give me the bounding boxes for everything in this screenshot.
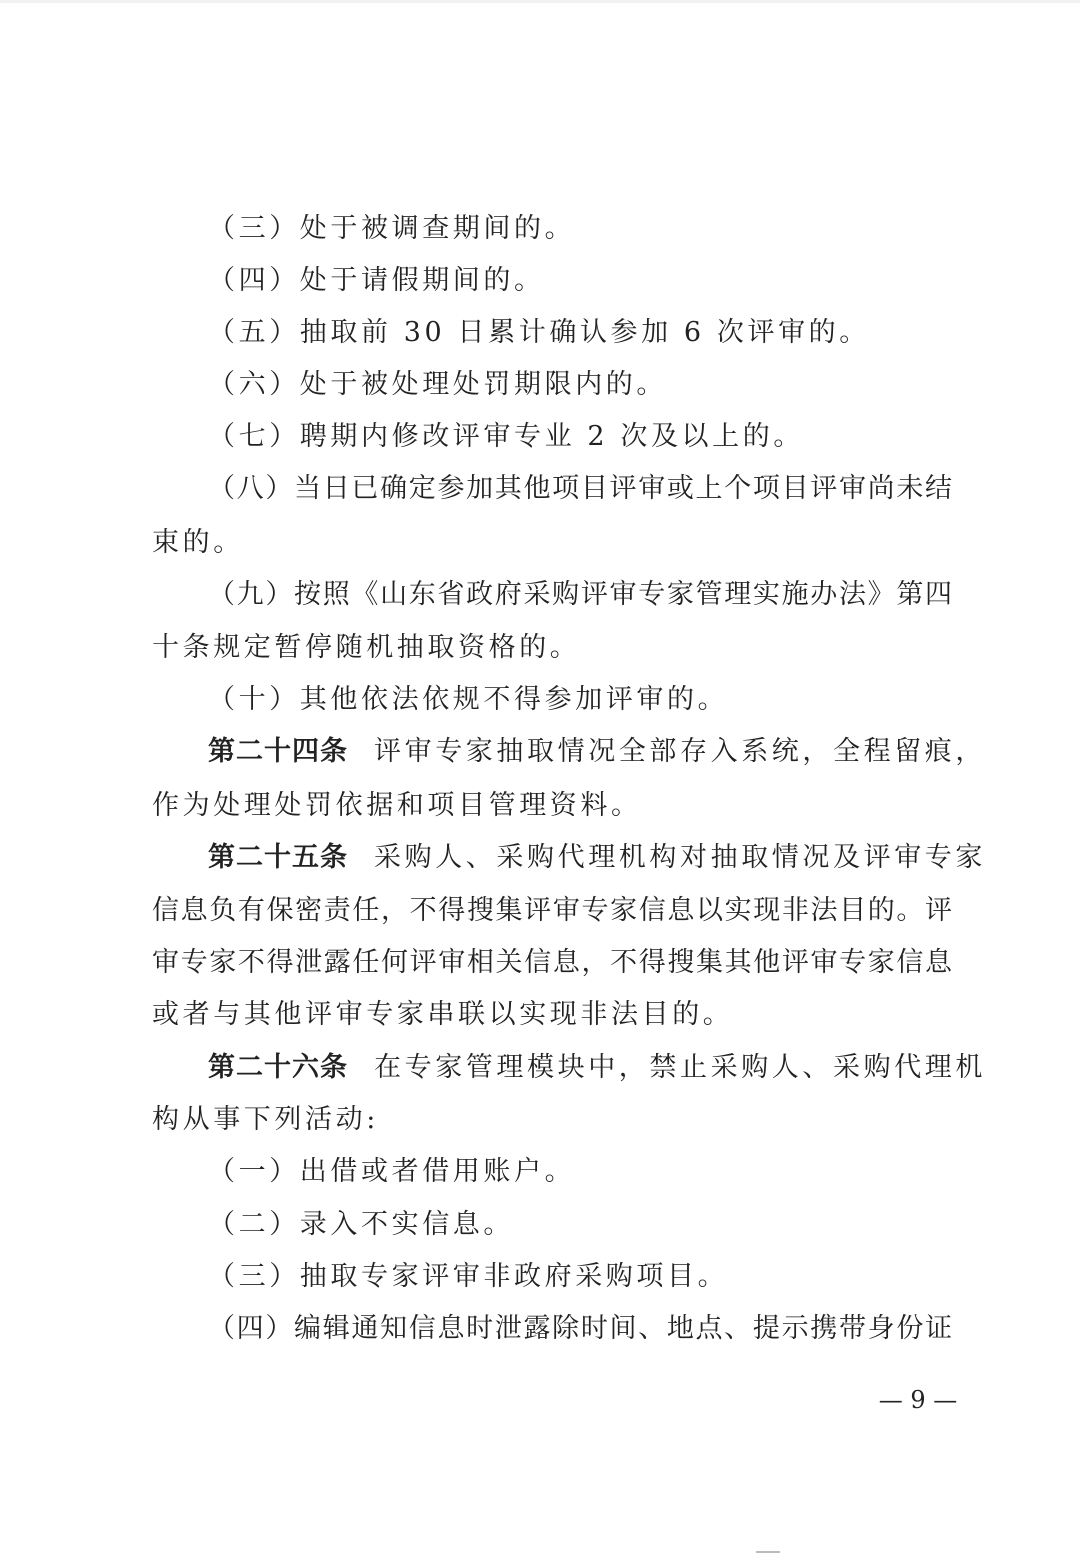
article-25-heading: 第二十五条 (208, 842, 348, 873)
list-item-8-line1: （八）当日已确定参加其他项目评审或上个项目评审尚未结 (208, 473, 952, 504)
page-number: — 9 — (878, 1386, 958, 1414)
list-item-8-line2: 束的。 (152, 527, 244, 558)
article-24-text: 评审专家抽取情况全部存入系统，全程留痕， (374, 736, 986, 767)
list-item-7: （七）聘期内修改评审专业 2 次及以上的。 (208, 421, 804, 452)
article-26-item-3: （三）抽取专家评审非政府采购项目。 (208, 1261, 729, 1292)
article-26-item-4: （四）编辑通知信息时泄露除时间、地点、提示携带身份证 (208, 1313, 952, 1344)
list-item-10: （十）其他依法依规不得参加评审的。 (208, 684, 729, 715)
article-25-line3: 审专家不得泄露任何评审相关信息，不得搜集其他评审专家信息 (152, 947, 952, 978)
article-26-heading: 第二十六条 (208, 1052, 348, 1083)
article-25-line4: 或者与其他评审专家串联以实现非法目的。 (152, 999, 734, 1030)
article-26-line2: 构从事下列活动: (152, 1104, 379, 1135)
list-item-4: （四）处于请假期间的。 (208, 265, 545, 296)
article-26-item-1: （一）出借或者借用账户。 (208, 1156, 576, 1187)
article-25-line2: 信息负有保密责任，不得搜集评审专家信息以实现非法目的。评 (152, 895, 952, 926)
list-item-6: （六）处于被处理处罚期限内的。 (208, 369, 667, 400)
article-24-heading: 第二十四条 (208, 736, 348, 767)
list-item-3: （三）处于被调查期间的。 (208, 213, 576, 244)
list-item-9-line1: （九）按照《山东省政府采购评审专家管理实施办法》第四 (208, 579, 952, 610)
scan-edge (0, 0, 1080, 3)
article-26-line1 (208, 1048, 986, 1088)
article-24-line2: 作为处理处罚依据和项目管理资料。 (152, 790, 642, 821)
article-25-line1 (208, 838, 986, 878)
list-item-5: （五）抽取前 30 日累计确认参加 6 次评审的。 (208, 317, 870, 348)
article-26-text: 在专家管理模块中，禁止采购人、采购代理机 (374, 1052, 986, 1083)
article-25-text: 采购人、采购代理机构对抽取情况及评审专家 (374, 842, 986, 873)
article-26-item-2: （二）录入不实信息。 (208, 1209, 514, 1240)
scan-mark (756, 1551, 780, 1553)
list-item-9-line2: 十条规定暂停随机抽取资格的。 (152, 632, 581, 663)
article-24-line1 (208, 732, 986, 772)
